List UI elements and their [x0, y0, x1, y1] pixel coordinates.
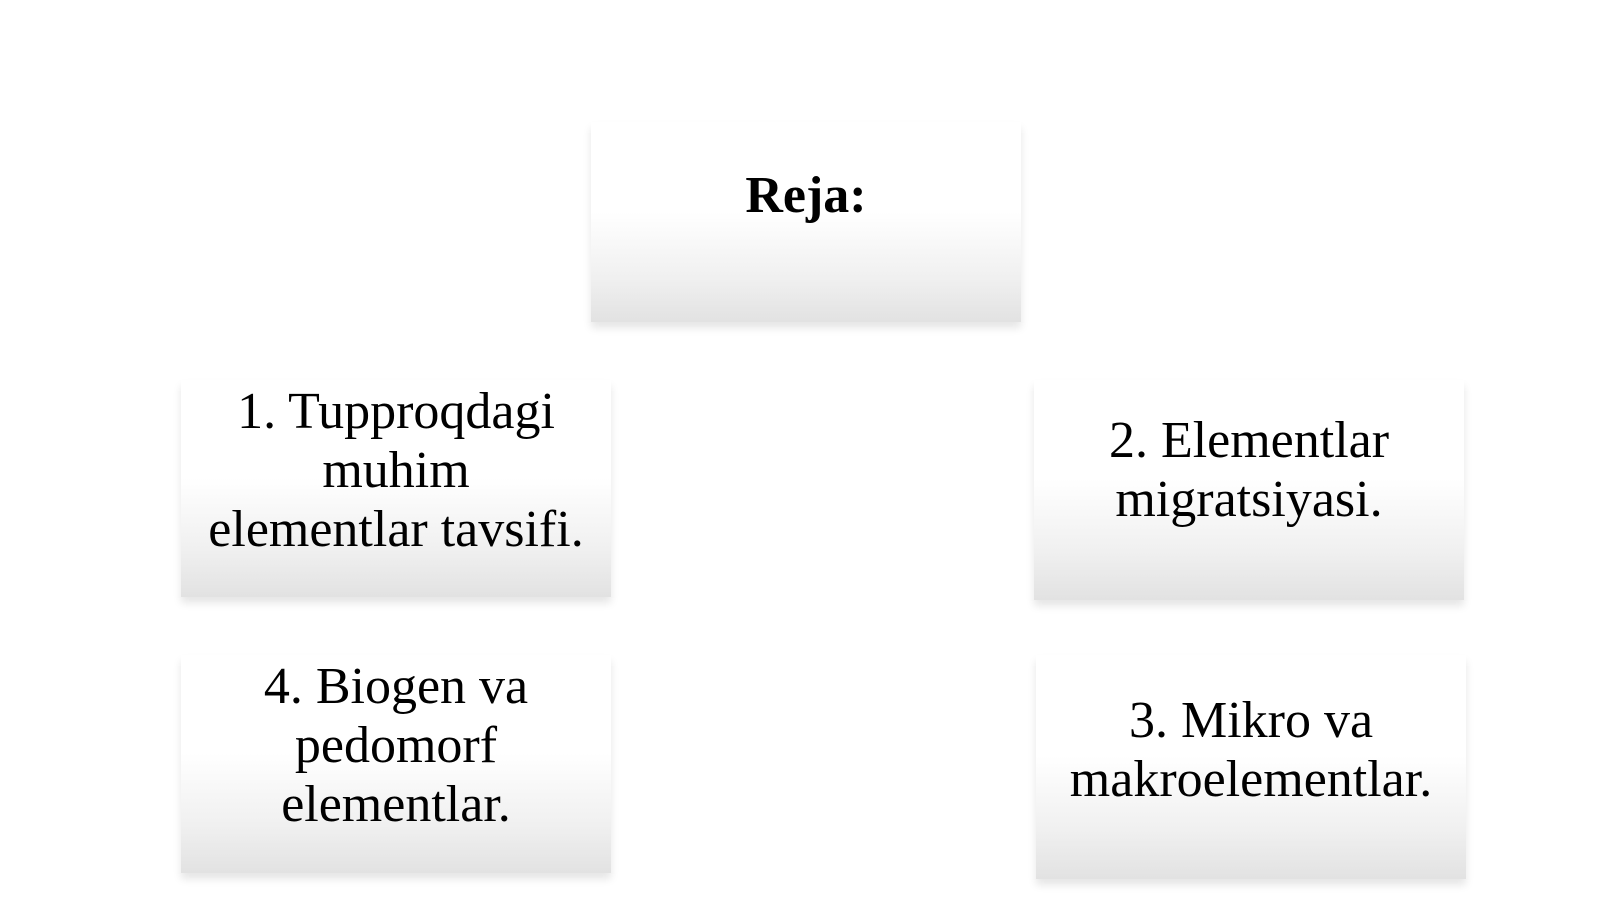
slide-title: Reja: [745, 166, 867, 224]
plan-item-2: 2. Elementlar migratsiyasi. [1108, 412, 1390, 528]
plan-item-4: 4. Biogen va pedomorf elementlar. [263, 657, 529, 833]
plan-item-3: 3. Mikro va makroelementlar. [1069, 692, 1433, 808]
plan-item-1: 1. Tupproqdagi muhim elementlar tavsifi. [208, 382, 584, 558]
